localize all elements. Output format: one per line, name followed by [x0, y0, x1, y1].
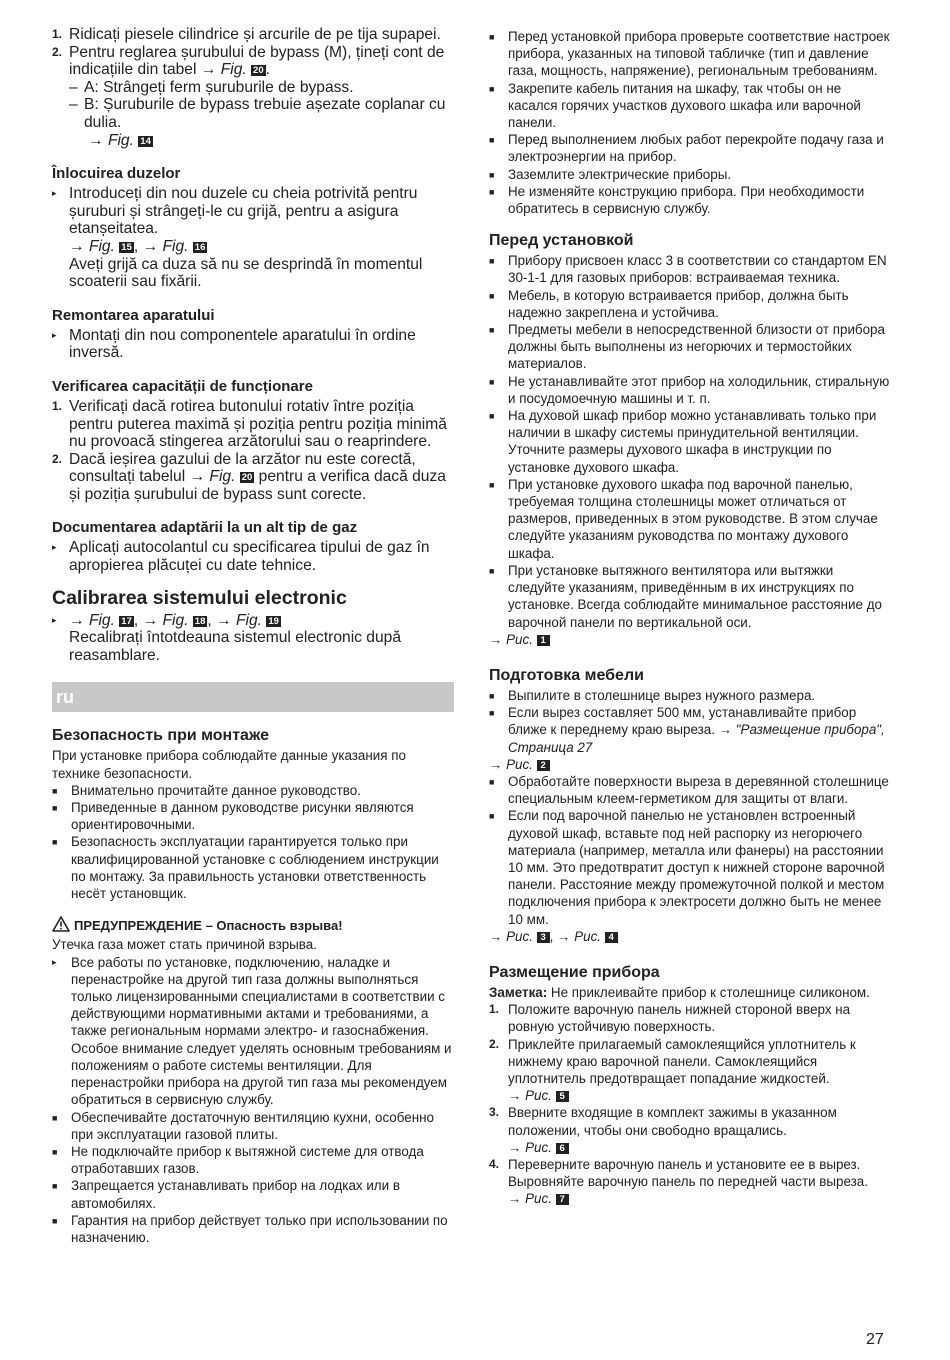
square-bullet-icon: ■: [52, 1215, 58, 1226]
item-text: Предметы мебели в непосредственной близости от прибора должны быть выполнены из негорючих и термостойких материалов.: [508, 322, 885, 372]
square-bullet-icon: ■: [489, 290, 495, 301]
list-item: [489, 183, 891, 217]
item-text: Не изменяйте конструкцию прибора. При необходимости обратитесь в сервисную службу.: [508, 183, 865, 217]
list-item: [52, 612, 454, 630]
step-number: 1.: [52, 398, 63, 413]
arrow: →: [508, 1088, 526, 1104]
left-column: [52, 26, 454, 1246]
figure-reference: [489, 1139, 891, 1156]
figure-reference: [489, 928, 891, 945]
square-bullet-icon: ■: [489, 811, 495, 822]
list-item: [489, 773, 891, 807]
list-item: [489, 1156, 891, 1190]
figure-link[interactable]: Рис.: [506, 756, 533, 772]
list-item: [489, 562, 891, 631]
chapter-heading: Calibrarea sistemului electronic: [52, 586, 347, 609]
figure-badge: 4: [605, 932, 618, 943]
list-item: [489, 1001, 891, 1035]
figure-badge: 1: [537, 635, 550, 646]
square-bullet-icon: ■: [489, 376, 495, 387]
note-text: Aveți grijă ca duza să nu se desprindă în momentul scoaterii sau fixării.: [69, 255, 423, 291]
figure-badge: 15: [121, 241, 132, 253]
section-heading: Перед установкой: [489, 232, 634, 250]
item-text: Запрещается устанавливать прибор на лодках или в автомобилях.: [71, 1178, 400, 1211]
list-item: [52, 1212, 454, 1246]
step-number: 1.: [489, 1002, 500, 1017]
arrow: →: [508, 1139, 526, 1155]
separator: , →: [133, 611, 163, 629]
figure-reference: [489, 1087, 891, 1104]
item-text: Приведенные в данном руководстве рисунки являются ориентировочными.: [71, 800, 414, 833]
figure-badge: 7: [556, 1194, 569, 1205]
list-item: [489, 373, 891, 407]
section-heading: Безопасность при монтаже: [52, 727, 269, 745]
figure-badge: 3: [537, 932, 550, 943]
option-text: B: Șuruburile de bypass trebuie așezate coplanar cu dulia.: [84, 96, 446, 131]
list-item: [52, 799, 454, 833]
language-band: ru: [52, 682, 454, 712]
section-heading: Remontarea aparatului: [52, 306, 215, 324]
item-text: При установке духового шкафа под варочной панелью, требуемая толщина столешницы может отличаться от размеров, приведенных в этом руководстве. В этом случае следуйте указаниям руководства по монтажу духового шкафа.: [508, 476, 878, 561]
figure-link[interactable]: Fig.: [220, 61, 247, 79]
section-heading: Înlocuirea duzelor: [52, 165, 181, 183]
arrow: →: [489, 928, 507, 944]
list-item: [489, 1104, 891, 1138]
triangle-bullet-icon: ▸: [52, 956, 57, 967]
separator: , →: [133, 237, 163, 255]
section-heading: Размещение прибора: [489, 963, 660, 981]
section-heading: Documentarea adaptării la un alt tip de gaz: [52, 519, 358, 537]
figure-reference: [52, 238, 454, 256]
list-item: [52, 954, 454, 1109]
square-bullet-icon: ■: [489, 708, 495, 719]
figure-link[interactable]: Fig.: [235, 611, 262, 629]
square-bullet-icon: ■: [489, 83, 495, 94]
square-bullet-icon: ■: [52, 1146, 58, 1157]
item-text: Если вырез составляет 500 мм, устанавливайте прибор ближе к переднему краю выреза.: [508, 705, 857, 738]
figure-badge: 19: [268, 615, 279, 627]
step-number: 2.: [52, 44, 63, 59]
step-text: Переверните варочную панель и установите ее в вырез. Выровняйте варочную панель по передней части выреза.: [508, 1156, 868, 1190]
item-text: Перед установкой прибора проверьте соответствие настроек прибора, указанных на типовой табличке (тип и давление газа, мощность, напряжение), региональным требованиям.: [508, 29, 890, 79]
figure-link[interactable]: Рис.: [525, 1139, 552, 1155]
triangle-bullet-icon: ▸: [52, 188, 57, 199]
figure-link[interactable]: Fig.: [162, 237, 189, 255]
list-item: [52, 1143, 454, 1177]
figure-link[interactable]: Fig.: [88, 611, 115, 629]
list-item: [52, 1177, 454, 1211]
square-bullet-icon: ■: [489, 169, 495, 180]
figure-reference: [489, 756, 891, 773]
note-text: Не приклеивайте прибор к столешнице силиконом.: [547, 984, 870, 1000]
separator: , →: [207, 611, 236, 629]
cross-reference-link[interactable]: → "Размещение прибора", Страница 27: [508, 722, 885, 755]
list-item: [52, 1109, 454, 1143]
warning-title: ПРЕДУПРЕЖДЕНИЕ – Опасность взрыва!: [74, 918, 343, 934]
item-text: Все работы по установке, подключению, наладке и перенастройке на другой тип газа должны выполняться только лицензированными специалистами в соответствии с действующими нормативными актами и требованиями, а также региональным нормами электро- и газоснабжения. Особое внимание следует уделять основным требованиям и положениям о работе системы вентиляции. Для перенастройки прибора на другой тип газа мы рекомендуем обратиться в сервисную службу.: [71, 954, 452, 1108]
section-heading: Подготовка мебели: [489, 666, 644, 684]
russian-safety-section: [52, 726, 454, 1246]
item-text: Не устанавливайте этот прибор на холодильник, стиральную и посудомоечную машины и т. п.: [508, 373, 890, 406]
section-heading: Verificarea capacității de funcționare: [52, 377, 313, 395]
list-item: [52, 79, 454, 97]
square-bullet-icon: ■: [489, 411, 495, 422]
step-number: 2.: [489, 1036, 500, 1051]
list-item: [52, 451, 454, 504]
list-item: [52, 398, 454, 451]
square-bullet-icon: ■: [52, 1112, 58, 1123]
figure-link[interactable]: Рис.: [506, 928, 533, 944]
list-item: [52, 327, 454, 362]
list-item: [52, 185, 454, 238]
arrow: →: [508, 1191, 526, 1207]
list-item: [489, 407, 891, 476]
item-text: Прибору присвоен класс 3 в соответствии со стандартом EN 30-1-1 для газовых приборов: встраиваемая техника.: [508, 253, 887, 286]
list-item: [489, 321, 891, 373]
instruction-text: Aplicați autocolantul cu specificarea tipului de gaz în apropierea plăcuței cu date tehnice.: [69, 539, 430, 575]
intro-text: При установке прибора соблюдайте данные указания по технике безопасности.: [52, 748, 406, 781]
square-bullet-icon: ■: [489, 325, 495, 336]
instruction-text: Introduceți din nou duzele cu cheia potrivită pentru șuruburi și strângeți-le cu grijă, pentru a asigura etanșeitatea.: [69, 185, 418, 238]
square-bullet-icon: ■: [489, 479, 495, 490]
item-text: Безопасность эксплуатации гарантируется только при квалифицированной установке с соблюдением инструкции по монтажу. За правильность установки ответственность несёт установщик.: [71, 834, 439, 902]
item-text: Выпилите в столешнице вырез нужного размера.: [508, 687, 816, 703]
page-number: 27: [866, 1331, 884, 1348]
step-text: Приклейте прилагаемый самоклеящийся уплотнитель к нижнему краю варочной панели. Самоклеящийся уплотнитель предотвращает попадание жидкостей.: [508, 1036, 856, 1086]
list-item: [489, 1036, 891, 1088]
warning-heading: [52, 916, 454, 936]
figure-link[interactable]: Рис.: [525, 1088, 552, 1104]
figure-reference: [489, 1190, 891, 1207]
step-text: Pentru reglarea șurubului de bypass (M), țineți cont de indicațiile din tabel →: [69, 43, 445, 79]
separator: , →: [549, 928, 575, 944]
square-bullet-icon: ■: [489, 135, 495, 146]
arrow: →: [69, 237, 89, 255]
dash-marker: –: [69, 78, 78, 96]
figure-link[interactable]: Рис.: [506, 631, 533, 647]
list-item: [489, 80, 891, 132]
arrow: →: [69, 611, 89, 629]
option-text: A: Strângeți ferm șuruburile de bypass.: [84, 78, 354, 96]
triangle-bullet-icon: ▸: [52, 542, 57, 553]
step-text: Dacă ieșirea gazului de la arzător nu este corectă, consultați tabelul →: [69, 450, 416, 486]
item-text: Мебель, в которую встраивается прибор, должна быть надежно закреплена и устойчива.: [508, 287, 849, 320]
list-item: [52, 44, 454, 79]
triangle-bullet-icon: ▸: [52, 614, 57, 625]
item-text: На духовой шкаф прибор можно устанавливать только при наличии в шкафу системы принудительной вентиляции. Уточните размеры духового шкафа в инструкции по установке духового шкафа.: [508, 408, 877, 475]
figure-badge: 6: [556, 1143, 569, 1154]
list-item: [52, 539, 454, 574]
item-text: Перед выполнением любых работ перекройте подачу газа и электроэнергии на прибор.: [508, 132, 884, 165]
list-item: [489, 687, 891, 704]
step-number: 2.: [52, 451, 63, 466]
note-label: Заметка:: [489, 984, 548, 1000]
square-bullet-icon: ■: [52, 803, 58, 814]
step-number: 3.: [489, 1105, 500, 1120]
figure-link[interactable]: Fig.: [107, 131, 134, 149]
warning-triangle-icon: [52, 916, 70, 936]
figure-link[interactable]: Fig.: [209, 468, 236, 486]
figure-badge: 20: [253, 65, 264, 77]
square-bullet-icon: ■: [489, 256, 495, 267]
item-text: Не подключайте прибор к вытяжной системе для отвода отработавших газов.: [71, 1143, 424, 1177]
item-text: Внимательно прочитайте данное руководство.: [71, 782, 361, 798]
item-text: Если под варочной панелью не установлен встроенный духовой шкаф, вставьте под ней распорку из негорючего материала (например, металла или фанеры) на расстоянии 10 мм. Это предотвратит доступ к нижней стороне варочной панели. Расстояние между промежуточной полкой и местом подключения прибора к электросети должно быть не менее 10 мм.: [508, 808, 885, 927]
step-text-continued: pentru a verifica dacă duza și poziția șurubului de bypass sunt corecte.: [69, 468, 446, 503]
item-text: Обеспечивайте достаточную вентиляцию кухни, особенно при эксплуатации газовой плиты.: [71, 1109, 434, 1142]
square-bullet-icon: ■: [489, 32, 495, 42]
square-bullet-icon: ■: [52, 837, 58, 848]
list-item: [52, 833, 454, 902]
list-item: [489, 704, 891, 756]
figure-badge: 2: [537, 760, 550, 771]
list-item: [489, 287, 891, 321]
square-bullet-icon: ■: [52, 1181, 58, 1192]
step-text: Verificați dacă rotirea butonului rotativ între poziția pentru puterea maximă și poziția pentru poziția minimă nu provoacă stingerea arzătorului sau o reaprindere.: [69, 397, 447, 451]
list-item: [52, 26, 454, 44]
item-text: Обработайте поверхности выреза в деревянной столешнице специальным клеем-герметиком для защиты от влаги.: [508, 773, 889, 807]
figure-badge: 14: [140, 135, 151, 147]
item-text: Заземлите электрические приборы.: [508, 166, 732, 182]
square-bullet-icon: ■: [489, 186, 495, 197]
square-bullet-icon: ■: [489, 690, 495, 701]
square-bullet-icon: ■: [489, 565, 495, 576]
dash-marker: –: [69, 96, 78, 114]
figure-badge: 16: [194, 241, 206, 253]
list-item: [489, 476, 891, 562]
triangle-bullet-icon: ▸: [52, 329, 57, 340]
list-item: [489, 807, 891, 927]
arrow: →: [88, 131, 108, 149]
square-bullet-icon: ■: [52, 785, 58, 796]
list-item: [52, 782, 454, 799]
figure-reference: [52, 132, 454, 150]
step-number: 1.: [52, 27, 63, 41]
note-text: Recalibrați întotdeauna sistemul electronic după reasamblare.: [69, 629, 401, 664]
square-bullet-icon: ■: [489, 776, 495, 787]
item-text: При установке вытяжного вентилятора или вытяжки следуйте указаниям, приведённым в их инструкциях по установке. Всегда соблюдайте минимальное расстояние до варочной панели по вертикальной оси.: [508, 562, 882, 630]
step-text: Положите варочную панель нижней стороной вверх на ровную устойчивую поверхность.: [508, 1002, 851, 1035]
list-item: [489, 131, 891, 165]
list-item: [489, 28, 891, 80]
step-text: Ridicați piesele cilindrice și arcurile de pe tija supapei.: [69, 26, 441, 43]
step-number: 4.: [489, 1156, 500, 1171]
step-text: Вверните входящие в комплект зажимы в указанном положении, чтобы они свободно вращались.: [508, 1105, 837, 1138]
figure-link[interactable]: Fig.: [88, 237, 115, 255]
warning-text: Утечка газа может стать причиной взрыва.: [52, 937, 317, 953]
instruction-text: Montați din nou componentele aparatului în ordine inversă.: [69, 326, 416, 362]
figure-badge: 20: [241, 472, 253, 484]
figure-link[interactable]: Рис.: [525, 1191, 552, 1207]
figure-link[interactable]: Fig.: [162, 611, 189, 629]
figure-badge: 18: [194, 615, 206, 627]
arrow: →: [489, 631, 507, 647]
arrow: →: [489, 756, 507, 772]
list-item: [52, 96, 454, 131]
note: [489, 984, 891, 1001]
punctuation: .: [265, 61, 270, 79]
right-column: [489, 28, 891, 1208]
figure-badge: 17: [121, 615, 132, 627]
item-text: Закрепите кабель питания на шкафу, так чтобы он не касался горячих участков духового шкафа или варочной панели.: [508, 80, 861, 131]
figure-link[interactable]: Рис.: [574, 928, 602, 944]
list-item: [489, 252, 891, 286]
figure-badge: 5: [556, 1091, 569, 1102]
list-item: [489, 166, 891, 183]
figure-reference: [489, 631, 891, 648]
item-text: Гарантия на прибор действует только при использовании по назначению.: [71, 1212, 448, 1245]
